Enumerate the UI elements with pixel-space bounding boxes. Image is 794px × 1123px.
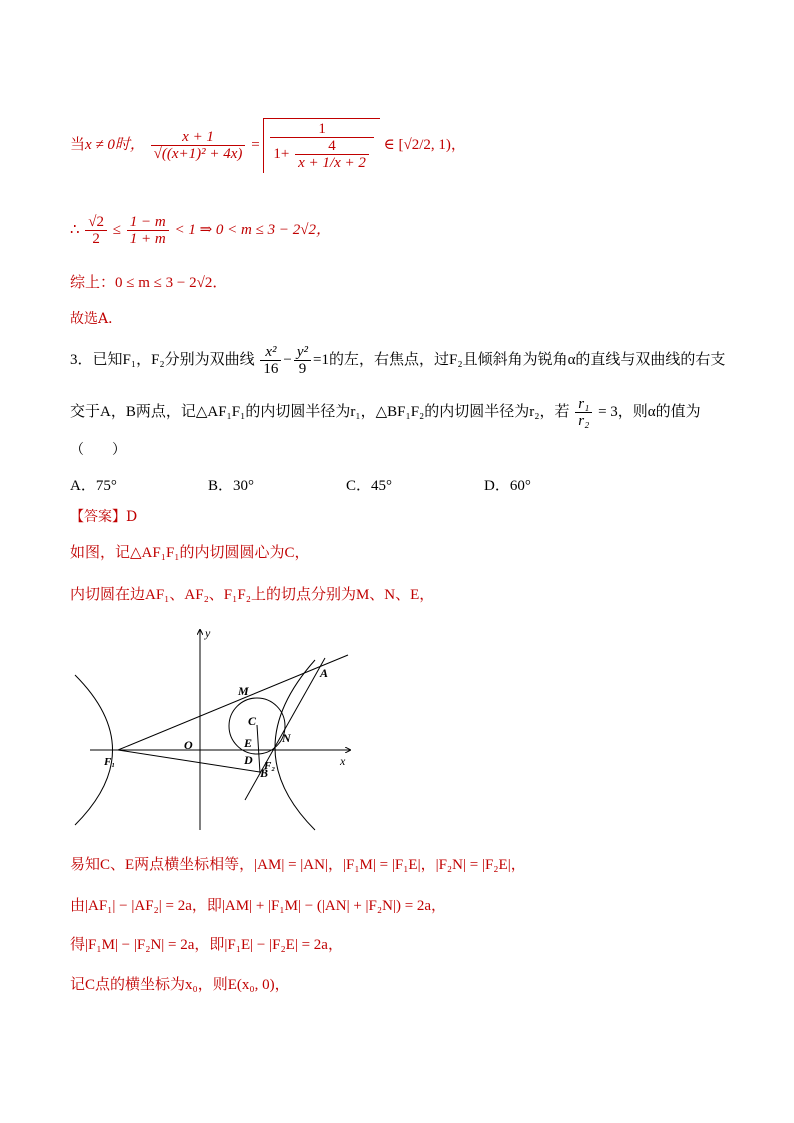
line2-rest: < 1 ⇒ 0 < m ≤ 3 − 2√2， bbox=[174, 221, 331, 238]
element-of: ∈ bbox=[383, 136, 395, 153]
option-c: C．45° bbox=[346, 478, 393, 494]
question-3-line-2 bbox=[70, 396, 701, 429]
line1-tail: ， bbox=[450, 136, 466, 153]
solution-line-3: 易知C、E两点横坐标相等，|AM| = |AN|，|F₁M| = |F₁E|，|F₂N| = |F₂E|， bbox=[70, 857, 526, 873]
fraction-3-den: x + 1/x + 2 bbox=[298, 155, 366, 171]
equation-line-2 bbox=[70, 214, 331, 247]
label-c: C bbox=[248, 714, 257, 728]
hyperbola-frac-x bbox=[260, 344, 281, 377]
hyperbola-minus: − bbox=[283, 351, 292, 368]
label-o: O bbox=[184, 738, 193, 752]
line-f1-b bbox=[118, 750, 260, 772]
hyperbola-figure bbox=[70, 625, 370, 835]
answer-paren: （ ） bbox=[70, 442, 126, 458]
solution-line-1: 如图，记△AF₁F₁的内切圆圆心为C， bbox=[70, 545, 310, 561]
label-m: M bbox=[238, 684, 249, 698]
fraction-1-num: x + 1 bbox=[151, 129, 246, 146]
choice-line: 故选A． bbox=[70, 311, 123, 327]
line1-cond: x ≠ 0时， bbox=[85, 136, 145, 153]
answer-value: D bbox=[126, 509, 138, 525]
equals-sign: = bbox=[251, 136, 260, 153]
fraction-1 bbox=[151, 129, 246, 162]
q3-a-pre: 3．已知F₁，F₂分别为双曲线 bbox=[70, 351, 255, 368]
solution-line-5: 得|F₁M| − |F₂N| = 2a，即|F₁E| − |F₂E| = 2a， bbox=[70, 937, 343, 953]
radius-ratio-den: r₂ bbox=[578, 413, 590, 429]
hyperbola-y-num: y² bbox=[294, 344, 311, 361]
fraction-2-num: 1 bbox=[270, 121, 373, 138]
fraction-3 bbox=[295, 138, 369, 171]
label-f1: F₁ bbox=[104, 756, 116, 768]
le-sign: ≤ bbox=[112, 221, 122, 238]
label-x: x bbox=[340, 754, 346, 768]
solution-line-4: 由|AF₁| − |AF₂| = 2a，即|AM| + |F₁M| − (|AN| + |F₂N|) = 2a， bbox=[70, 898, 447, 914]
question-3-line-1 bbox=[70, 344, 725, 377]
line1-prefix: 当 bbox=[70, 136, 86, 153]
label-n: N bbox=[282, 731, 291, 745]
label-f2: F₂ bbox=[264, 760, 276, 772]
fraction-m bbox=[127, 214, 169, 247]
fraction-sqrt2-num: √2 bbox=[85, 214, 107, 231]
line-f1-a bbox=[118, 655, 348, 750]
label-a: A bbox=[320, 666, 329, 680]
option-a: A．75° bbox=[70, 478, 117, 494]
label-e: E bbox=[244, 736, 253, 750]
hyperbola-y-den: 9 bbox=[298, 361, 307, 377]
answer-line bbox=[70, 507, 137, 527]
fraction-m-num: 1 − m bbox=[127, 214, 169, 231]
hyperbola-x-den: 16 bbox=[263, 361, 279, 377]
hyperbola-x-num: x² bbox=[260, 344, 281, 361]
therefore-symbol: ∴ bbox=[70, 221, 80, 238]
solution-line-6: 记C点的横坐标为x₀，则E(x₀, 0)， bbox=[70, 977, 290, 993]
q3-a-post: =1的左，右焦点，过F₂且倾斜角为锐角α的直线与双曲线的右支 bbox=[313, 351, 726, 368]
fraction-2 bbox=[270, 121, 373, 171]
fraction-sqrt2-over-2 bbox=[85, 214, 107, 247]
answer-label: 【答案】 bbox=[70, 509, 126, 525]
label-y: y bbox=[205, 626, 211, 640]
equation-line-1 bbox=[70, 118, 466, 173]
options-row bbox=[70, 476, 670, 496]
summary-line: 综上：0 ≤ m ≤ 3 − 2√2． bbox=[70, 275, 228, 291]
fraction-2-den-a: 1+ bbox=[273, 145, 290, 162]
fraction-3-num: 4 bbox=[295, 138, 369, 155]
fraction-sqrt2-den: 2 bbox=[92, 231, 100, 247]
label-d: D bbox=[244, 753, 253, 767]
label-b: B bbox=[260, 766, 269, 780]
solution-line-2: 内切圆在边AF₁、AF₂、F₁F₂上的切点分别为M、N、E， bbox=[70, 587, 435, 603]
fraction-1-den: √((x+1)² + 4x) bbox=[153, 146, 243, 162]
fraction-m-den: 1 + m bbox=[129, 231, 166, 247]
interval: [√2/2, 1) bbox=[398, 136, 451, 153]
sqrt-expression bbox=[263, 118, 379, 173]
radius-ratio bbox=[575, 396, 592, 429]
q3-b-post: = 3，则α的值为 bbox=[598, 403, 701, 420]
hyperbola-frac-y bbox=[294, 344, 311, 377]
option-b: B．30° bbox=[208, 478, 255, 494]
radius-ratio-num: r₁ bbox=[575, 396, 592, 413]
option-d: D．60° bbox=[484, 478, 531, 494]
q3-b-pre: 交于A，B两点，记△AF₁F₁的内切圆半径为r₁，△BF₁F₂的内切圆半径为r₂，若 bbox=[70, 403, 570, 420]
fraction-2-den bbox=[270, 138, 373, 171]
